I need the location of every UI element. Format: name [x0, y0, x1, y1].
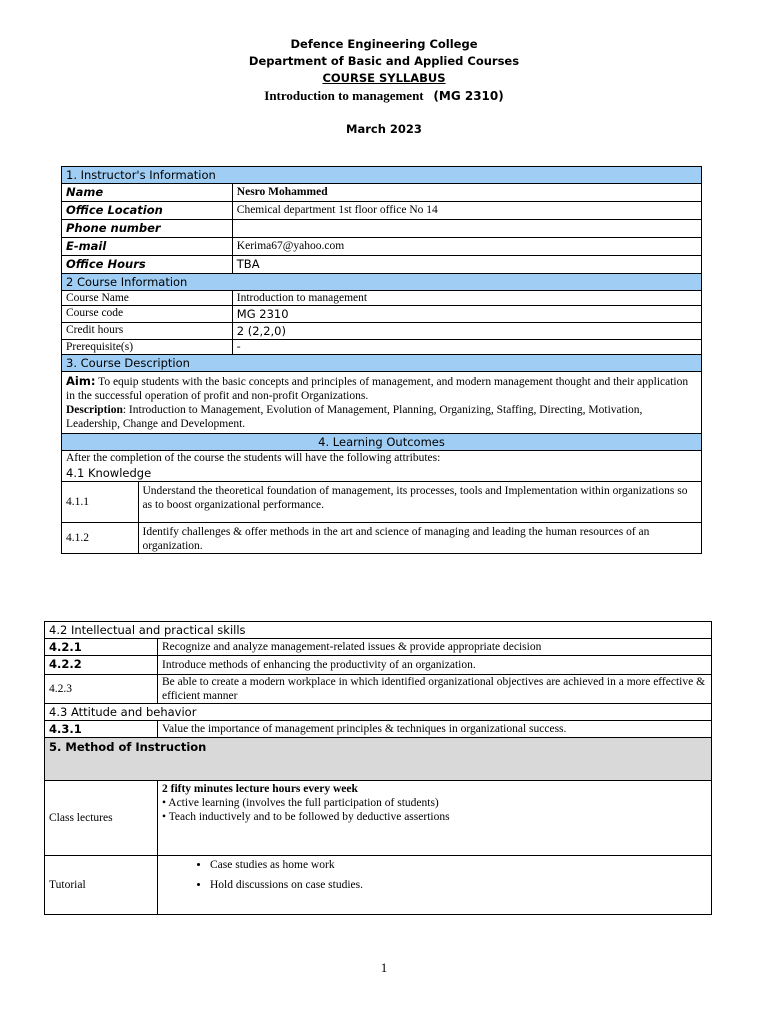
knowledge-title: 4.1 Knowledge [66, 466, 152, 480]
office-hours-value: TBA [232, 256, 701, 274]
attitude-code-1: 4.3.1 [45, 721, 158, 738]
tutorial-point-2: • Hold discussions on case studies. [210, 878, 707, 892]
course-heading-title: Introduction to management [264, 88, 424, 103]
attitude-title: 4.3 Attitude and behavior [45, 704, 712, 721]
description-cell [62, 372, 702, 434]
credit-hours-label: Credit hours [62, 323, 233, 340]
description-section-title: 3. Course Description [62, 355, 702, 372]
aim-label: Aim: [66, 374, 96, 388]
course-heading-code: (MG 2310) [433, 89, 504, 103]
knowledge-code-2: 4.1.2 [62, 523, 138, 554]
instruction-section-title: 5. Method of Instruction [45, 738, 712, 781]
knowledge-block [62, 451, 702, 554]
intellectual-code-1: 4.2.1 [45, 639, 158, 656]
syllabus-title: COURSE SYLLABUS [322, 71, 446, 85]
syllabus-table-main [61, 166, 702, 554]
office-hours-label: Office Hours [62, 256, 233, 274]
intellectual-text-1: Recognize and analyze management-related issues & provide appropriate decision [158, 639, 712, 656]
description-label: Description [66, 404, 123, 416]
outcomes-intro: After the completion of the course the students will have the following attributes: [66, 452, 441, 464]
outcomes-section-title: 4. Learning Outcomes [62, 434, 702, 451]
tutorial-list [162, 858, 707, 892]
instructor-name-label: Name [62, 184, 233, 202]
tutorial-point-1: • Case studies as home work [210, 858, 707, 872]
description-paragraph [66, 403, 697, 431]
email-label: E-mail [62, 238, 233, 256]
knowledge-code-1: 4.1.1 [62, 482, 138, 523]
aim-text: To equip students with the basic concepts and principles of management, and modern management thought and their application in the successful operation of profit and non-profit Organizations. [66, 376, 689, 402]
tutorial-content [158, 856, 712, 915]
syllabus-table-continued [44, 621, 712, 915]
knowledge-table [62, 481, 701, 553]
intellectual-skills-title: 4.2 Intellectual and practical skills [45, 622, 712, 639]
college-name: Defence Engineering College [290, 37, 478, 51]
document-header [0, 36, 768, 138]
office-location-label: Office Location [62, 202, 233, 220]
knowledge-text-2: Identify challenges & offer methods in the art and science of managing and leading the human resources of an organization. [138, 523, 701, 554]
course-name-label: Course Name [62, 291, 233, 306]
department-name: Department of Basic and Applied Courses [248, 54, 520, 68]
intellectual-text-3: Be able to create a modern workplace in which identified organizational objectives are achieved in a more effective & efficient manner [158, 675, 712, 704]
course-heading [0, 87, 768, 105]
intellectual-text-2: Introduce methods of enhancing the productivity of an organization. [158, 656, 712, 675]
page-number: 1 [380, 960, 388, 975]
class-lectures-content [158, 781, 712, 856]
credit-hours-value: 2 (2,2,0) [232, 323, 701, 340]
email-value: Kerima67@yahoo.com [232, 238, 701, 256]
class-lectures-label: Class lectures [45, 781, 158, 856]
instructor-name-value: Nesro Mohammed [232, 184, 701, 202]
course-name-value: Introduction to management [232, 291, 701, 306]
class-lectures-heading: 2 fifty minutes lecture hours every week [162, 783, 358, 795]
class-point-1: • Active learning (involves the full participation of students) [162, 797, 439, 809]
class-point-2: • Teach inductively and to be followed by deductive assertions [162, 811, 450, 823]
attitude-text-1: Value the importance of management principles & techniques in organizational success. [158, 721, 712, 738]
course-code-value: MG 2310 [232, 306, 701, 323]
instructor-section-title: 1. Instructor's Information [62, 167, 702, 184]
syllabus-date: March 2023 [346, 122, 422, 136]
prerequisite-value: - [232, 340, 701, 355]
course-code-label: Course code [62, 306, 233, 323]
intellectual-code-3: 4.2.3 [45, 675, 158, 704]
intellectual-code-2: 4.2.2 [45, 656, 158, 675]
phone-number-value [232, 220, 701, 238]
prerequisite-label: Prerequisite(s) [62, 340, 233, 355]
description-text: : Introduction to Management, Evolution of Management, Planning, Organizing, Staffing, Directing, Motivation, Leadership, Change and Development. [66, 404, 643, 430]
course-info-section-title: 2 Course Information [62, 274, 702, 291]
office-location-value: Chemical department 1st floor office No 14 [232, 202, 701, 220]
phone-number-label: Phone number [62, 220, 233, 238]
knowledge-text-1: Understand the theoretical foundation of management, its processes, tools and Implementation within organizations so as to boost organizational performance. [138, 482, 701, 523]
tutorial-label: Tutorial [45, 856, 158, 915]
aim-paragraph [66, 374, 697, 403]
